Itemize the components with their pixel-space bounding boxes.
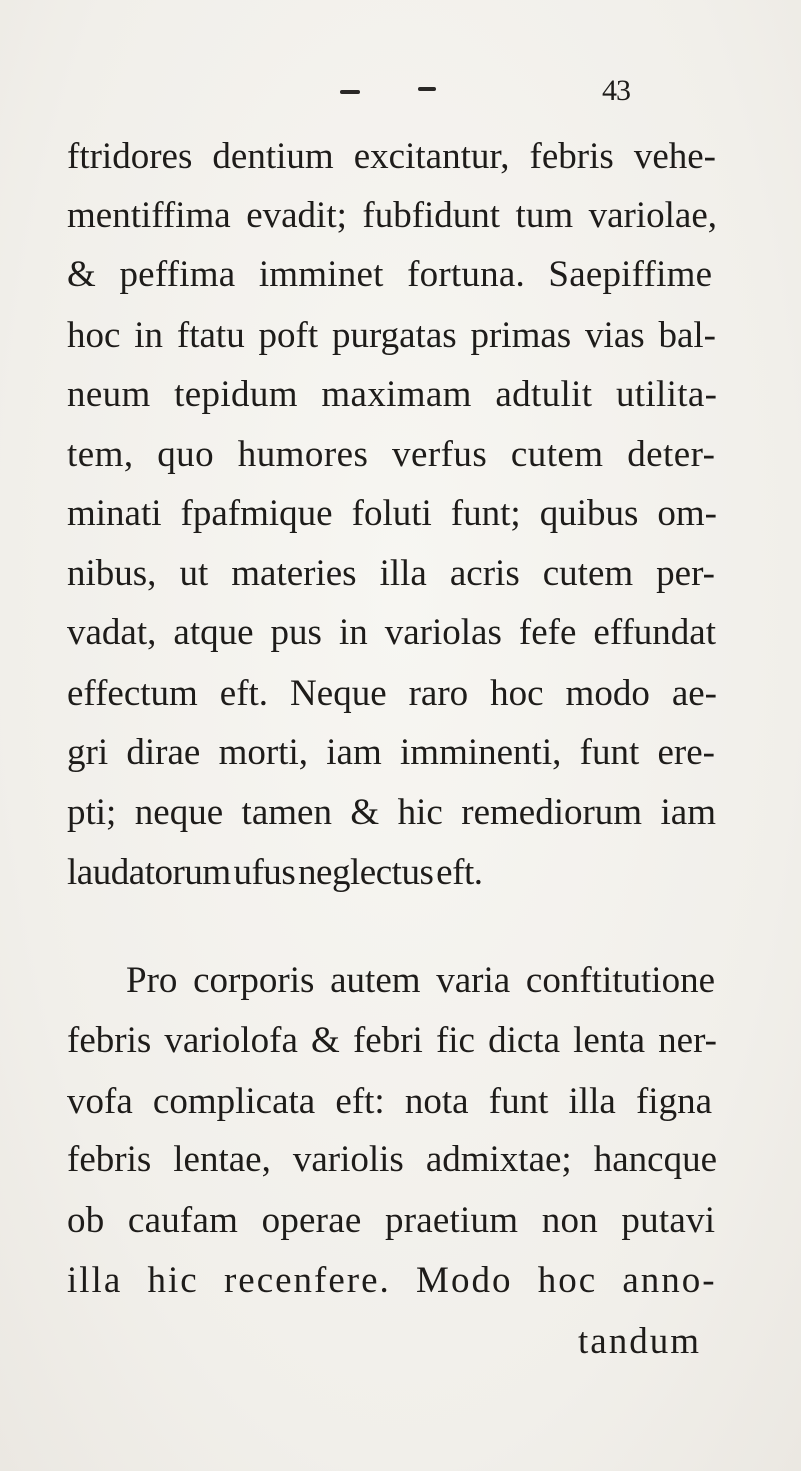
text-line: effectum eft. Neque raro hoc modo ae- — [67, 673, 717, 714]
text-line: illa hic recenfere. Modo hoc anno- — [67, 1260, 717, 1301]
text-line: neum tepidum maximam adtulit utilita- — [67, 374, 718, 415]
header-rule — [340, 90, 360, 94]
text-line: tem, quo humores verfus cutem deter- — [67, 434, 716, 475]
text-line: febris variolofa & febri fic dicta lenta ner- — [67, 1020, 717, 1061]
page-number: 43 — [602, 74, 630, 107]
page-header — [0, 68, 801, 108]
text-line: vofa complicata eft: nota funt illa figna — [67, 1081, 712, 1122]
text-line: ftridores dentium excitantur, febris vehe- — [67, 136, 716, 177]
text-line: nibus, ut materies illa acris cutem per- — [67, 553, 715, 594]
text-line: laudatorum ufus neglectus eft. — [67, 852, 483, 893]
text-line: febris lentae, variolis admixtae; hancque — [67, 1139, 717, 1180]
text-line: ob caufam operae praetium non putavi — [67, 1200, 716, 1241]
text-line: hoc in ftatu poft purgatas primas vias bal- — [67, 315, 716, 356]
text-line: Pro corporis autem varia conftitutione — [126, 960, 715, 1001]
text-line: vadat, atque pus in variolas fefe effundat — [67, 612, 716, 653]
text-line: & peffima imminet fortuna. Saepiffime — [67, 254, 713, 295]
text-line: gri dirae morti, iam imminenti, funt ere- — [67, 732, 715, 773]
header-rule — [418, 87, 436, 91]
text-line: minati fpafmique foluti funt; quibus om- — [67, 493, 717, 534]
text-line: pti; neque tamen & hic remediorum iam — [67, 792, 716, 833]
text-line: tandum — [578, 1321, 701, 1362]
text-line: mentiffima evadit; fubfidunt tum variolae, — [67, 195, 717, 236]
